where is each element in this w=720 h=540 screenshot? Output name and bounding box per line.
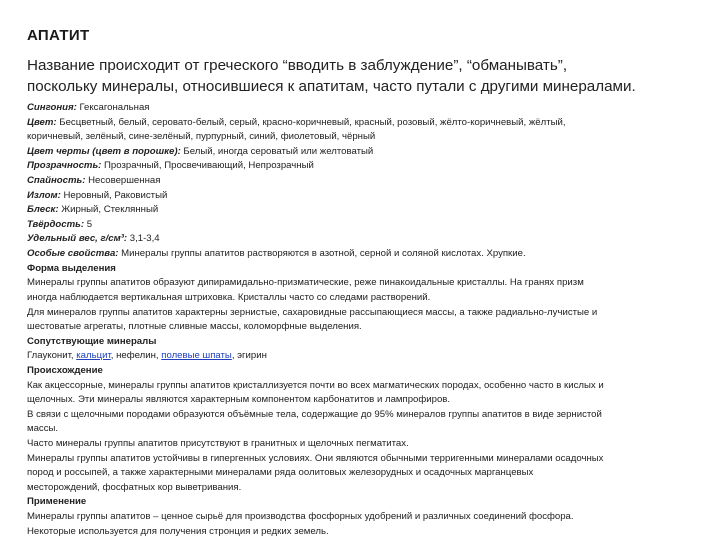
- prop-luster: [27, 203, 709, 218]
- prop-transparency: [27, 159, 709, 174]
- section-heading-companions: Сопутствующие минералы: [27, 335, 157, 347]
- prop-label: Спайность:: [27, 175, 86, 187]
- prop-streak: [27, 145, 709, 160]
- page-title: АПАТИТ: [27, 27, 90, 44]
- prop-value: Минералы группы апатитов растворяются в азотной, серной и соляной кислотах. Хрупкие.: [118, 248, 526, 260]
- prop-value: Бесцветный, белый, серовато-белый, серый, красно-коричневый, красный, розовый, жёлто-коричневый, жёлтый,: [56, 116, 566, 128]
- prop-label: Прозрачность:: [27, 160, 102, 172]
- prop-color-cont: коричневый, зелёный, сине-зелёный, пурпурный, синий, фиолетовый, чёрный: [27, 131, 376, 143]
- origin-text: месторождений, фосфатных кор выветривания.: [27, 481, 242, 493]
- prop-hardness: [27, 218, 709, 233]
- intro-paragraph: [27, 55, 707, 97]
- section-heading-origin: Происхождение: [27, 364, 103, 376]
- prop-value: Несовершенная: [85, 175, 161, 187]
- form-text: шестоватые агрегаты, плотные сливные массы, коломорфные выделения.: [27, 321, 362, 333]
- prop-value: Прозрачный, Просвечивающий, Непрозрачный: [101, 160, 314, 172]
- mineral-description: [27, 101, 709, 539]
- prop-label: Удельный вес, г/см³:: [27, 233, 128, 245]
- origin-text: щелочных. Эти минералы являются характерным компонентом карбонатитов и лампрофиров.: [27, 394, 451, 406]
- prop-value: 3,1-3,4: [127, 233, 160, 245]
- form-text: Для минералов группы апатитов характерны зернистые, сахаровидные рассыпающиеся массы, а также радиально-лучистые и: [27, 306, 598, 318]
- prop-value: Гексагональная: [76, 102, 150, 113]
- prop-value: 5: [84, 218, 93, 230]
- prop-label: Блеск:: [27, 204, 59, 216]
- section-heading-form: Форма выделения: [27, 262, 116, 274]
- prop-label: Сингония:: [27, 102, 77, 113]
- prop-label: Твёрдость:: [27, 218, 85, 230]
- form-text: Минералы группы апатитов образуют дипирамидально-призматические, реже пинакоидальные кристаллы. На гранях призм: [27, 277, 584, 289]
- companions-text: [27, 349, 709, 364]
- usage-text: Минералы группы апатитов – ценное сырьё для производства фосфорных удобрений и различных соединений фосфора.: [27, 511, 574, 523]
- prop-color: [27, 116, 709, 131]
- prop-label: Цвет:: [27, 116, 57, 128]
- prop-label: Цвет черты (цвет в порошке):: [27, 145, 181, 157]
- companions-mid: , нефелин,: [110, 350, 162, 362]
- companions-prefix: Глауконит,: [27, 350, 77, 362]
- prop-cleavage: [27, 174, 709, 189]
- intro-line: Название происходит от греческого “вводить в заблуждение”, “обманывать”,: [27, 57, 568, 74]
- companions-suffix: , эгирин: [231, 350, 267, 362]
- origin-text: пород и россыпей, а также характерными минералами ряда оолитовых железорудных и осадочных марганцевых: [27, 467, 534, 479]
- prop-syngony: [27, 101, 709, 116]
- prop-density: [27, 232, 709, 247]
- prop-label: Излом:: [27, 189, 61, 201]
- origin-text: Часто минералы группы апатитов присутствуют в гранитных и щелочных пегматитах.: [27, 438, 409, 450]
- form-text: иногда наблюдается вертикальная штриховка. Кристаллы часто со следами растворений.: [27, 291, 431, 303]
- usage-text: Некоторые используется для получения стронция и редких земель.: [27, 525, 329, 537]
- prop-fracture: [27, 189, 709, 204]
- feldspar-link[interactable]: полевые шпаты: [161, 350, 232, 362]
- section-heading-usage: Применение: [27, 496, 87, 508]
- prop-value: Жирный, Стеклянный: [58, 204, 159, 216]
- origin-text: Минералы группы апатитов устойчивы в гипергенных условиях. Они являются обычными терригенными минералами осадочных: [27, 452, 604, 464]
- prop-value: Неровный, Раковистый: [60, 189, 168, 201]
- calcite-link[interactable]: кальцит: [76, 350, 111, 362]
- prop-special: [27, 247, 709, 262]
- intro-line: поскольку минералы, относившиеся к апатитам, часто путали с другими минералами.: [27, 78, 636, 95]
- origin-text: В связи с щелочными породами образуются объёмные тела, содержащие до 95% минералов группы апатитов в виде зернистой: [27, 408, 602, 420]
- prop-label: Особые свойства:: [27, 248, 119, 260]
- prop-value: Белый, иногда сероватый или желтоватый: [180, 145, 374, 157]
- origin-text: Как акцессорные, минералы группы апатитов кристаллизуется почти во всех магматических породах, особенно часто в кислых и: [27, 379, 604, 391]
- origin-text: массы.: [27, 423, 59, 435]
